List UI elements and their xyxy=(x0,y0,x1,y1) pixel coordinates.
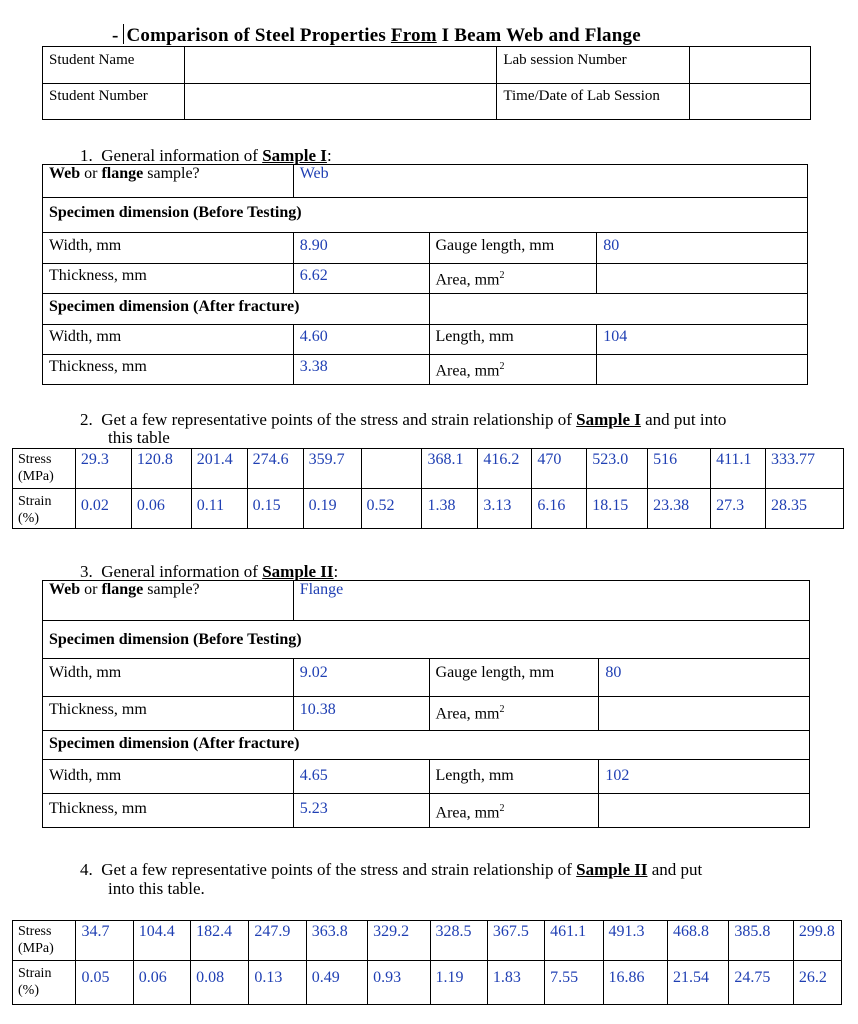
strain-label-2: Strain (%) xyxy=(13,961,76,1005)
strain-cell-2[interactable]: 0.13 xyxy=(249,961,306,1005)
section-2-heading xyxy=(80,410,726,446)
gauge-length-value[interactable]: 80 xyxy=(597,233,808,264)
stress-cell[interactable]: 201.4 xyxy=(191,449,247,489)
strain-cell-2[interactable]: 0.05 xyxy=(76,961,133,1005)
page-title xyxy=(112,24,641,47)
gauge-length-label: Gauge length, mm xyxy=(429,233,597,264)
width-value-2[interactable]: 9.02 xyxy=(293,659,429,697)
strain-cell-2[interactable]: 26.2 xyxy=(793,961,841,1005)
section-4-sample: Sample II xyxy=(576,860,648,879)
stress-cell[interactable] xyxy=(361,449,422,489)
gauge-length-value-2[interactable]: 80 xyxy=(599,659,810,697)
strain-cell-2[interactable]: 1.83 xyxy=(487,961,544,1005)
length-value-2[interactable]: 102 xyxy=(599,760,810,794)
section-4-text-after: and put xyxy=(647,860,703,879)
area-label-2: Area, $mm^2$ xyxy=(429,697,599,731)
web-or-flange-label-2: Web or flange sample? xyxy=(43,581,294,621)
lab-session-number-field[interactable] xyxy=(690,47,811,84)
strain-cell[interactable]: 6.16 xyxy=(532,489,587,529)
stress-cell[interactable]: 333.77 xyxy=(766,449,844,489)
strain-cell-2[interactable]: 16.86 xyxy=(603,961,667,1005)
area-after-label: Area, $mm^2$ xyxy=(429,355,597,385)
stress-cell-2[interactable]: 329.2 xyxy=(368,921,430,961)
strain-cell[interactable]: 0.02 xyxy=(75,489,131,529)
student-number-field[interactable] xyxy=(184,84,497,120)
lab-session-number-label: Lab session Number xyxy=(497,47,690,84)
strain-cell-2[interactable]: 0.49 xyxy=(306,961,367,1005)
sample-2-table xyxy=(42,580,810,828)
section-3-colon: : xyxy=(333,562,339,581)
section-4-number: 4. xyxy=(80,860,93,879)
area-after-label-2: Area, $mm^2$ xyxy=(429,794,599,828)
section-2-text-after: and put into xyxy=(640,410,727,429)
stress-cell-2[interactable]: 104.4 xyxy=(133,921,190,961)
strain-cell-2[interactable]: 21.54 xyxy=(667,961,728,1005)
strain-cell[interactable]: 0.11 xyxy=(191,489,247,529)
section-1-heading xyxy=(80,146,332,165)
strain-cell[interactable]: 3.13 xyxy=(478,489,532,529)
section-4-heading xyxy=(80,860,702,898)
web-or-flange-value[interactable]: Web xyxy=(293,165,807,198)
after-fracture-heading-2: Specimen dimension (After fracture) xyxy=(43,731,810,760)
web-or-flange-value-2[interactable]: Flange xyxy=(293,581,809,621)
time-date-field[interactable] xyxy=(690,84,811,120)
section-4-text: Get a few representative points of the stress and strain relationship of xyxy=(101,860,577,879)
stress-cell[interactable]: 516 xyxy=(648,449,711,489)
width-label-2: Width, mm xyxy=(43,659,294,697)
section-3-heading xyxy=(80,562,338,581)
time-date-label: Time/Date of Lab Session xyxy=(497,84,690,120)
stress-label-2: Stress (MPa) xyxy=(13,921,76,961)
stress-cell[interactable]: 274.6 xyxy=(247,449,303,489)
stress-cell-2[interactable]: 328.5 xyxy=(430,921,487,961)
stress-cell[interactable]: 470 xyxy=(532,449,587,489)
sample-2-stress-strain-table xyxy=(12,920,842,1005)
stress-cell-2[interactable]: 468.8 xyxy=(667,921,728,961)
stress-cell-2[interactable]: 461.1 xyxy=(545,921,603,961)
length-label: Length, mm xyxy=(429,325,597,355)
student-name-label: Student Name xyxy=(43,47,185,84)
stress-cell[interactable]: 29.3 xyxy=(75,449,131,489)
area-label: Area, $mm^2$ xyxy=(429,264,597,294)
thickness-after-label-2: Thickness, mm xyxy=(43,794,294,828)
thickness-value-2[interactable]: 10.38 xyxy=(293,697,429,731)
stress-cell[interactable]: 523.0 xyxy=(587,449,648,489)
section-1-colon: : xyxy=(326,146,332,165)
stress-cell[interactable]: 416.2 xyxy=(478,449,532,489)
area-after-value-2[interactable] xyxy=(599,794,810,828)
area-after-value[interactable] xyxy=(597,355,808,385)
title-dash: - xyxy=(112,25,119,46)
width-after-value[interactable]: 4.60 xyxy=(293,325,429,355)
section-1-number: 1. xyxy=(80,146,93,165)
section-4-line2: into this table. xyxy=(108,879,205,898)
student-number-label: Student Number xyxy=(43,84,185,120)
title-from: From xyxy=(390,25,437,46)
strain-cell[interactable]: 0.19 xyxy=(303,489,361,529)
strain-row-2 xyxy=(13,961,842,1005)
after-fracture-heading: Specimen dimension (After fracture) xyxy=(43,294,430,325)
area-value[interactable] xyxy=(597,264,808,294)
stress-cell[interactable]: 368.1 xyxy=(422,449,478,489)
stress-row-2 xyxy=(13,921,842,961)
stress-cell[interactable]: 359.7 xyxy=(303,449,361,489)
stress-cell-2[interactable]: 299.8 xyxy=(793,921,841,961)
title-text-after: I Beam Web and Flange xyxy=(436,25,641,46)
stress-row xyxy=(13,449,844,489)
before-testing-heading: Specimen dimension (Before Testing) xyxy=(43,198,808,233)
stress-cell-2[interactable]: 491.3 xyxy=(603,921,667,961)
strain-cell-2[interactable]: 0.08 xyxy=(191,961,249,1005)
section-2-sample: Sample I xyxy=(576,410,641,429)
thickness-label: Thickness, mm xyxy=(43,264,294,294)
strain-cell[interactable]: 0.06 xyxy=(131,489,191,529)
width-after-label-2: Width, mm xyxy=(43,760,294,794)
stress-cell-2[interactable]: 367.5 xyxy=(487,921,544,961)
stress-cell-2[interactable]: 363.8 xyxy=(306,921,367,961)
strain-cell-2[interactable]: 0.93 xyxy=(368,961,430,1005)
strain-cell[interactable]: 0.15 xyxy=(247,489,303,529)
strain-cell[interactable]: 27.3 xyxy=(711,489,766,529)
strain-cell[interactable]: 23.38 xyxy=(648,489,711,529)
student-info-table xyxy=(42,46,811,120)
gauge-length-label-2: Gauge length, mm xyxy=(429,659,599,697)
thickness-label-2: Thickness, mm xyxy=(43,697,294,731)
section-3-sample: Sample II xyxy=(262,562,334,581)
strain-cell-2[interactable]: 0.06 xyxy=(133,961,190,1005)
strain-cell-2[interactable]: 1.19 xyxy=(430,961,487,1005)
width-label: Width, mm xyxy=(43,233,294,264)
stress-cell-2[interactable]: 247.9 xyxy=(249,921,306,961)
stress-cell-2[interactable]: 34.7 xyxy=(76,921,133,961)
width-after-label: Width, mm xyxy=(43,325,294,355)
section-3-number: 3. xyxy=(80,562,93,581)
text-cursor xyxy=(123,24,124,44)
stress-cell-2[interactable]: 385.8 xyxy=(729,921,793,961)
before-testing-heading-2: Specimen dimension (Before Testing) xyxy=(43,621,810,659)
strain-row xyxy=(13,489,844,529)
stress-cell[interactable]: 411.1 xyxy=(711,449,766,489)
width-after-value-2[interactable]: 4.65 xyxy=(293,760,429,794)
strain-cell[interactable]: 18.15 xyxy=(587,489,648,529)
strain-cell-2[interactable]: 24.75 xyxy=(729,961,793,1005)
thickness-after-value-2[interactable]: 5.23 xyxy=(293,794,429,828)
stress-cell-2[interactable]: 182.4 xyxy=(191,921,249,961)
after-fracture-blank xyxy=(429,294,808,325)
section-2-line2: this table xyxy=(108,428,170,447)
title-text-before: Comparison of Steel Properties xyxy=(126,25,391,46)
stress-label: Stress (MPa) xyxy=(13,449,76,489)
sample-1-stress-strain-table xyxy=(12,448,844,529)
area-value-2[interactable] xyxy=(599,697,810,731)
section-1-sample: Sample I xyxy=(262,146,327,165)
thickness-value[interactable]: 6.62 xyxy=(293,264,429,294)
section-2-text: Get a few representative points of the stress and strain relationship of xyxy=(101,410,577,429)
length-value[interactable]: 104 xyxy=(597,325,808,355)
section-1-text: General information of xyxy=(101,146,263,165)
strain-cell[interactable]: 0.52 xyxy=(361,489,422,529)
sample-1-table xyxy=(42,164,808,385)
width-value[interactable]: 8.90 xyxy=(293,233,429,264)
student-name-field[interactable] xyxy=(184,47,497,84)
web-or-flange-label: Web or flange sample? xyxy=(43,165,294,198)
stress-cell[interactable]: 120.8 xyxy=(131,449,191,489)
section-3-text: General information of xyxy=(101,562,263,581)
thickness-after-label: Thickness, mm xyxy=(43,355,294,385)
strain-cell-2[interactable]: 7.55 xyxy=(545,961,603,1005)
strain-cell[interactable]: 28.35 xyxy=(766,489,844,529)
thickness-after-value[interactable]: 3.38 xyxy=(293,355,429,385)
strain-cell[interactable]: 1.38 xyxy=(422,489,478,529)
length-label-2: Length, mm xyxy=(429,760,599,794)
section-2-number: 2. xyxy=(80,410,93,429)
strain-label: Strain (%) xyxy=(13,489,76,529)
